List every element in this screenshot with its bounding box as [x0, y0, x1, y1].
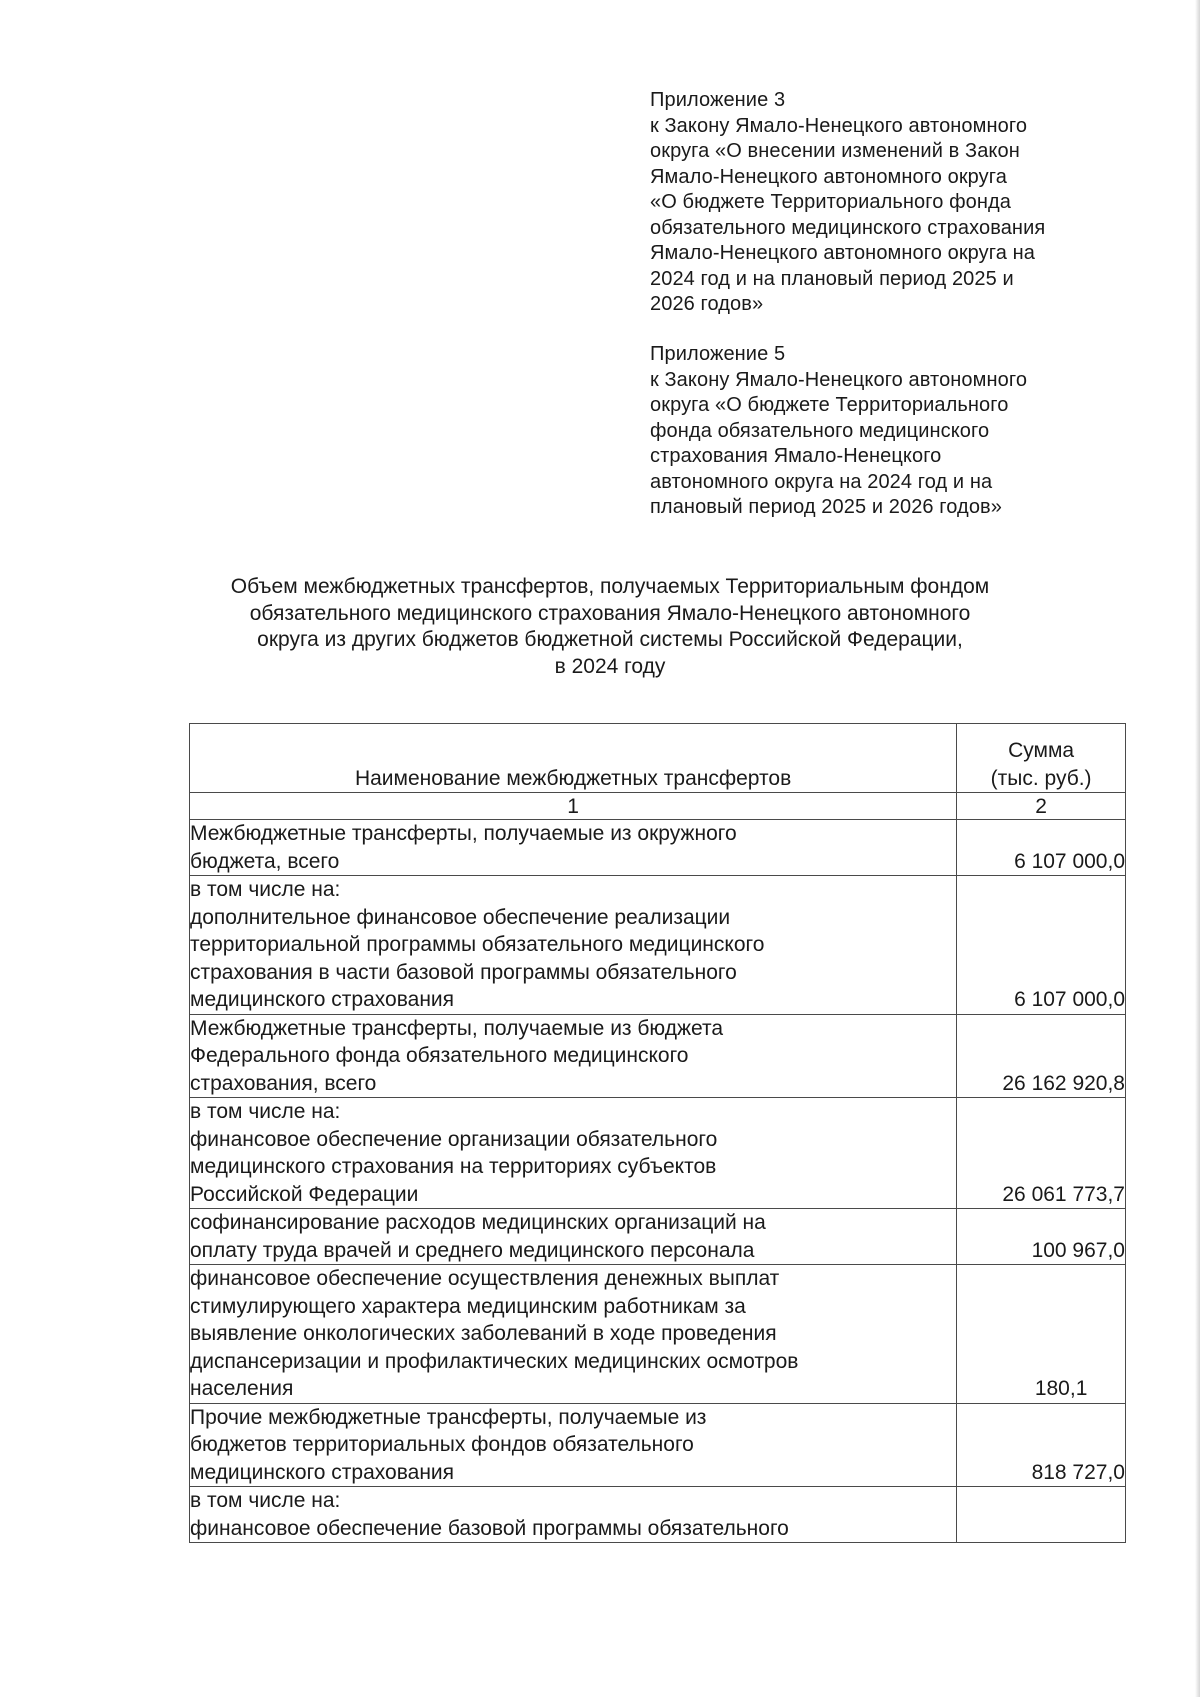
appendix-line: 2024 год и на плановый период 2025 и [650, 267, 1014, 290]
transfer-name-cell [190, 1209, 957, 1265]
transfer-amount-cell [957, 1487, 1126, 1543]
transfer-name-line: Межбюджетные трансферты, получаемые из бюджета [190, 1016, 724, 1040]
transfer-name-cell [190, 1098, 957, 1209]
transfer-name-cell [190, 820, 957, 876]
transfer-name-line: медицинского страхования на территориях субъектов [190, 1155, 717, 1178]
transfer-name-cell [190, 1265, 957, 1404]
appendix-line: к Закону Ямало-Ненецкого автономного [650, 368, 1028, 391]
header-name: Наименование межбюджетных трансфертов [190, 724, 957, 793]
title-line: в 2024 году [554, 654, 666, 678]
transfer-amount-cell: 180,1 [957, 1265, 1126, 1404]
transfer-name-line: в том числе на: [190, 1489, 341, 1512]
table-row [190, 820, 1126, 876]
transfer-name-line: Прочие межбюджетные трансферты, получаемые из [190, 1405, 707, 1429]
transfer-name-cell [190, 1014, 957, 1098]
appendix-5-header [650, 342, 1170, 521]
table-row [190, 1014, 1126, 1098]
title-line: округа из других бюджетов бюджетной системы Российской Федерации, [257, 628, 963, 651]
transfer-amount-cell: 100 967,0 [957, 1209, 1126, 1265]
header-sum-line: Сумма [1008, 739, 1075, 762]
header-sum [957, 724, 1126, 793]
transfer-name-line: финансовое обеспечение осуществления денежных выплат [190, 1267, 780, 1290]
transfer-name-line: Федерального фонда обязательного медицинского [190, 1044, 689, 1067]
appendix-line: 2026 годов» [650, 293, 764, 315]
transfer-name-line: страхования в части базовой программы обязательного [190, 960, 737, 984]
transfer-name-line: медицинского страхования [190, 988, 455, 1011]
transfer-name-line: в том числе на: [190, 878, 341, 901]
transfer-name-line: бюджета, всего [190, 849, 340, 873]
scan-edge-shadow [1195, 0, 1200, 1697]
transfer-name-line: бюджетов территориальных фондов обязательного [190, 1433, 694, 1456]
transfer-name-line: страхования, всего [190, 1071, 377, 1095]
appendix-line: страхования Ямало-Ненецкого [650, 445, 942, 467]
appendix-line: Ямало-Ненецкого автономного округа на [650, 242, 1035, 264]
transfer-amount-cell: 26 162 920,8 [957, 1014, 1126, 1098]
transfer-name-cell [190, 1403, 957, 1487]
transfer-name-line: медицинского страхования [190, 1460, 455, 1484]
transfer-name-line: населения [190, 1377, 294, 1400]
appendix-3-header [650, 88, 1170, 318]
transfer-name-cell [190, 1487, 957, 1543]
appendix-line: обязательного медицинского страхования [650, 216, 1046, 239]
title-line: обязательного медицинского страхования Ямало-Ненецкого автономного [249, 601, 971, 625]
appendix-line: Ямало-Ненецкого автономного округа [650, 165, 1007, 188]
column-number: 2 [957, 793, 1126, 820]
transfer-name-line: Межбюджетные трансферты, получаемые из окружного [190, 822, 737, 845]
transfer-amount-cell: 26 061 773,7 [957, 1098, 1126, 1209]
transfer-amount-cell: 6 107 000,0 [957, 820, 1126, 876]
transfer-name-line: стимулирующего характера медицинским работникам за [190, 1294, 746, 1318]
transfer-name-line: выявление онкологических заболеваний в ходе проведения [190, 1322, 777, 1345]
transfer-amount-cell: 818 727,0 [957, 1403, 1126, 1487]
header-sum-unit: (тыс. руб.) [990, 766, 1092, 790]
transfer-name-line: финансовое обеспечение базовой программы обязательного [190, 1516, 789, 1540]
appendix-line: Приложение 5 [650, 343, 786, 365]
appendix-line: округа «О внесении изменений в Закон [650, 140, 1020, 162]
transfer-name-cell [190, 876, 957, 1015]
transfer-name-line: территориальной программы обязательного медицинского [190, 933, 765, 956]
transfer-name-line: в том числе на: [190, 1100, 341, 1123]
appendix-line: Приложение 3 [650, 89, 786, 111]
table-row [190, 1098, 1126, 1209]
column-number-row [190, 793, 1126, 820]
appendix-line: фонда обязательного медицинского [650, 419, 990, 442]
title-line: Объем межбюджетных трансфертов, получаемых Территориальным фондом [230, 575, 990, 598]
appendix-line: плановый период 2025 и 2026 годов» [650, 496, 1002, 518]
table-row [190, 876, 1126, 1015]
table-row [190, 1209, 1126, 1265]
appendix-line: округа «О бюджете Территориального [650, 394, 1009, 416]
table-header-row [190, 724, 1126, 793]
transfer-amount-cell: 6 107 000,0 [957, 876, 1126, 1015]
appendix-line: автономного округа на 2024 год и на [650, 470, 993, 493]
table-row [190, 1487, 1126, 1543]
transfer-name-line: софинансирование расходов медицинских организаций на [190, 1211, 766, 1234]
transfer-name-line: Российской Федерации [190, 1182, 419, 1206]
transfer-name-line: диспансеризации и профилактических медицинских осмотров [190, 1349, 799, 1373]
table-body [190, 820, 1126, 1543]
column-number: 1 [190, 793, 957, 820]
table-row [190, 1403, 1126, 1487]
table-row [190, 1265, 1126, 1404]
transfer-name-line: финансовое обеспечение организации обязательного [190, 1127, 718, 1151]
appendix-line: к Закону Ямало-Ненецкого автономного [650, 114, 1028, 137]
document-title [160, 574, 1060, 680]
transfer-name-line: оплату труда врачей и среднего медицинского персонала [190, 1238, 755, 1262]
appendix-line: «О бюджете Территориального фонда [650, 191, 1011, 213]
transfers-table [189, 723, 1126, 1543]
transfer-name-line: дополнительное финансовое обеспечение реализации [190, 905, 731, 929]
